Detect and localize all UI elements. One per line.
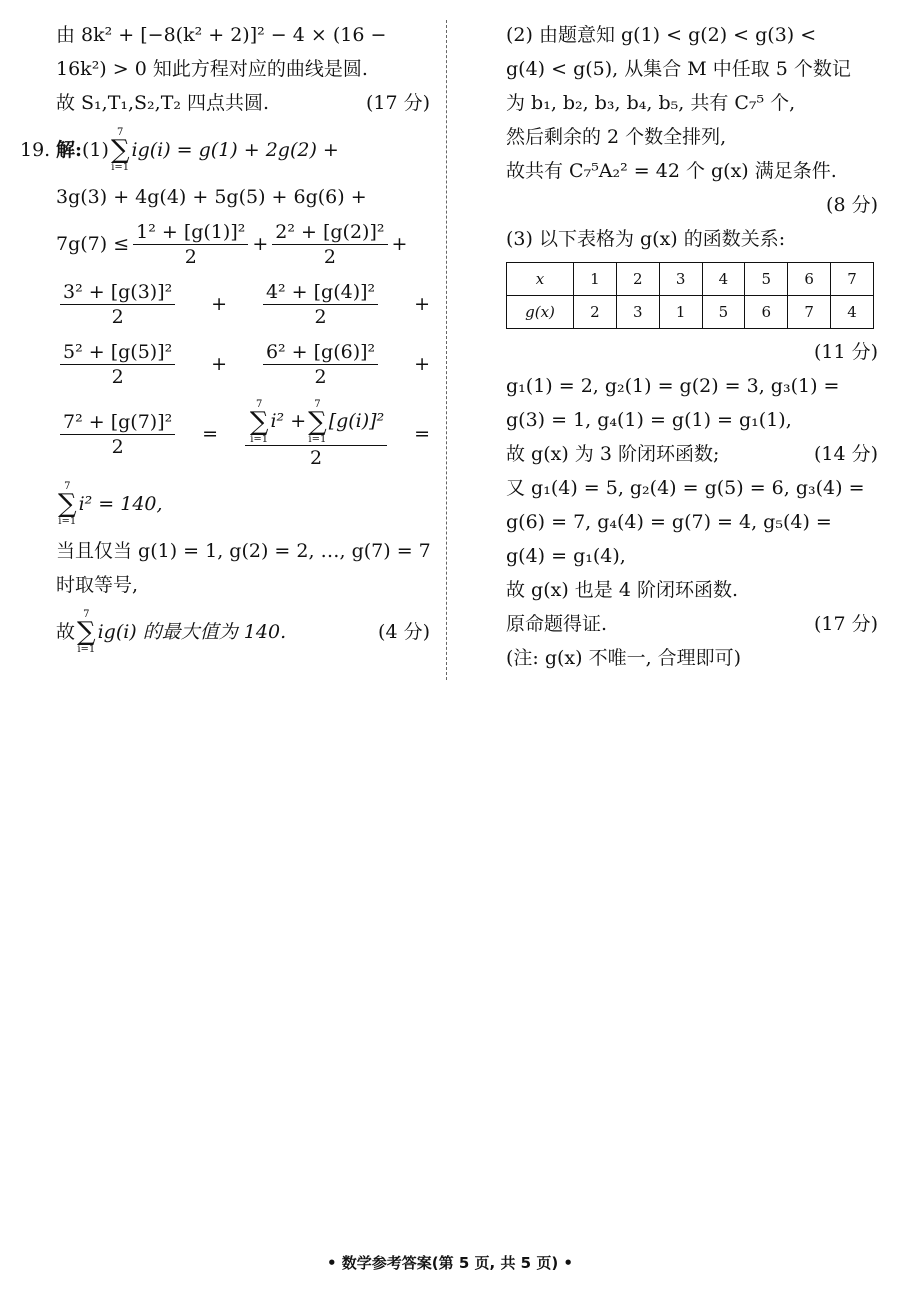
solve-label: 解: [56,139,83,161]
left-line-1: 由 8k² + [−8(k² + 2)]² − 4 × (16 − [56,24,387,46]
table-cell: 4 [702,263,745,296]
fraction-1: $\frac{\text{1² + [g(1)]²}}{2}$ [133,220,248,269]
table-cell: 5 [745,263,788,296]
left-line-3 [20,86,430,120]
q19-line-1-tail: ig(i) = g(1) + 2g(2) + [131,139,339,161]
q19-line-2: 3g(3) + 4g(4) + 5g(5) + 6g(6) + [56,186,367,208]
right-line-4: 然后剩余的 2 个数全排列, [506,126,727,148]
right-line-14-text: 原命题得证. [506,613,608,635]
score-17-left: (17 分) [365,92,430,114]
fraction-3: $\frac{\text{3² + [g(3)]²}}{2}$ [60,280,175,329]
fraction-5: $\frac{\text{5² + [g(5)]²}}{2}$ [60,340,175,389]
right-column [506,18,878,675]
table-cell: 2 [574,296,617,329]
right-line-7: g₁(1) = 2, g₂(1) = g(2) = 3, g₃(1) = [506,375,840,397]
sum-result: i² = 140, [78,493,163,515]
table-cell: 7 [788,296,831,329]
table-cell: 5 [702,296,745,329]
table-cell: 4 [831,296,874,329]
right-line-13: 故 g(x) 也是 4 阶闭环函数. [506,579,738,601]
max-value-line [20,602,430,662]
right-line-1: (2) 由题意知 g(1) < g(2) < g(3) < [506,24,817,46]
sum-symbol-max: 7 ∑ i=1 [77,609,96,655]
right-line-2: g(4) < g(5), 从集合 M 中任取 5 个数记 [506,58,851,80]
table-cell: 2 [616,263,659,296]
table-cell: 1 [574,263,617,296]
column-divider [446,20,447,680]
q19-line-4: $\frac{\text{3² + [g(3)]²}}{2}$ + $\frac{\text{4² + [g(4)]²}}{2}$ + [20,274,430,334]
max-value-tail: ig(i) 的最大值为 140. [97,621,287,643]
table-cell: 6 [788,263,831,296]
sum-upper-1: 7 [117,127,124,138]
q19-line-7 [20,474,430,534]
q19-line-1 [20,120,430,180]
max-value-head: 故 [56,621,76,643]
q19-line-3: 7g(7) ≤ $\frac{\text{1² + [g(1)]²}}{2}$ + $\frac{\text{2² + [g(2)]²}}{2}$ + [20,214,430,274]
fraction-4: $\frac{\text{4² + [g(4)]²}}{2}$ [263,280,378,329]
sum-lower-1: i=1 [111,162,130,173]
score-8: (8 分) [826,194,878,216]
right-line-9 [506,437,878,471]
table-row-x [507,263,874,296]
q19-line-3-head: 7g(7) ≤ [56,233,130,255]
score-14: (14 分) [813,443,878,465]
right-line-5: 故共有 C₇⁵A₂² = 42 个 g(x) 满足条件. [506,160,837,182]
right-line-3: 为 b₁, b₂, b₃, b₄, b₅, 共有 C₇⁵ 个, [506,92,796,114]
equality-line-1: 当且仅当 g(1) = 1, g(2) = 2, …, g(7) = 7 [56,540,431,562]
table-cell: 6 [745,296,788,329]
right-line-12: g(4) = g₁(4), [506,545,626,567]
equality-line-2: 时取等号, [56,574,139,596]
fraction-6: $\frac{\text{6² + [g(6)]²}}{2}$ [263,340,378,389]
table-cell: 7 [831,263,874,296]
left-line-2: 16k²) > 0 知此方程对应的曲线是圆. [56,58,368,80]
sum-symbol-1: 7 ∑ i=1 [110,127,130,173]
right-line-14 [506,607,878,641]
table-cell: 1 [659,296,702,329]
right-line-9-text: 故 g(x) 为 3 阶闭环函数; [506,443,720,465]
q19-line-5: $\frac{\text{5² + [g(5)]²}}{2}$ + $\frac{\text{6² + [g(6)]²}}{2}$ + [20,334,430,394]
table-cell: 3 [659,263,702,296]
sum-symbol-result: 7 ∑ i=1 [58,481,77,527]
table-cell: 3 [616,296,659,329]
left-column [20,18,430,662]
part-1-label: (1) [82,139,109,161]
big-fraction: 7 ∑ i=1 i² + 7 ∑ i=1 [g(i)]² 2 [245,399,387,470]
score-4: (4 分) [378,621,430,643]
score-11: (11 分) [813,341,878,363]
right-line-10: 又 g₁(4) = 5, g₂(4) = g(5) = 6, g₃(4) = [506,477,865,499]
table-header-x: x [507,263,574,296]
right-line-6: (3) 以下表格为 g(x) 的函数关系: [506,228,786,250]
right-line-15-note: (注: g(x) 不唯一, 合理即可) [506,647,742,669]
fraction-2: $\frac{\text{2² + [g(2)]²}}{2}$ [272,220,387,269]
table-header-gx: g(x) [507,296,574,329]
left-line-3-text: 故 S₁,T₁,S₂,T₂ 四点共圆. [56,92,270,114]
fraction-7: $\frac{\text{7² + [g(7)]²}}{2}$ [60,410,175,459]
right-line-8: g(3) = 1, g₄(1) = g(1) = g₁(1), [506,409,792,431]
question-number: 19. [20,139,51,161]
page-footer: • 数学参考答案(第 5 页, 共 5 页) • [326,1254,573,1272]
function-table [506,262,874,329]
q19-line-6: $\frac{\text{7² + [g(7)]²}}{2}$ = 7 ∑ i=1 i² + 7 ∑ i=1 [g(i)]² 2 = [20,394,430,474]
right-line-11: g(6) = 7, g₄(4) = g(7) = 4, g₅(4) = [506,511,832,533]
score-17-right: (17 分) [813,613,878,635]
table-row-gx [507,296,874,329]
